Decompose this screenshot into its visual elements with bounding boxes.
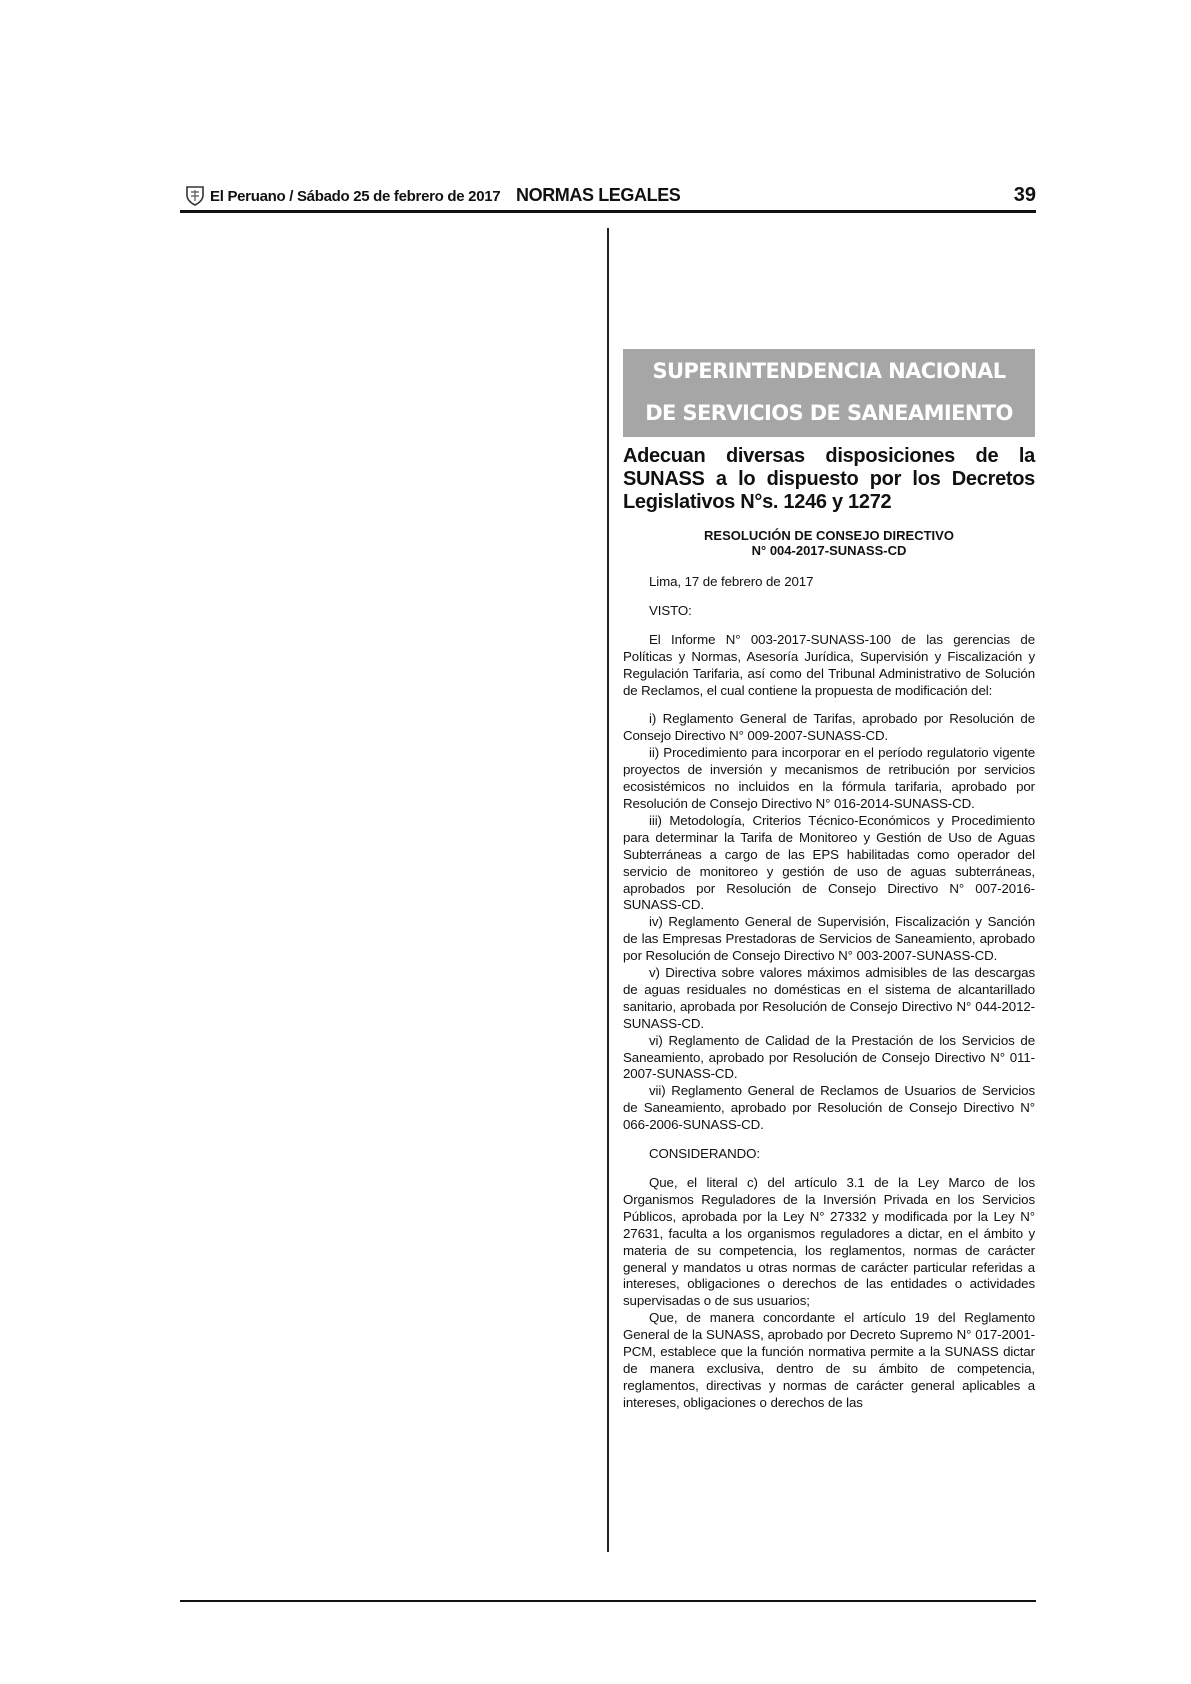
right-column (623, 349, 1035, 1412)
list-item: ii) Procedimiento para incorporar en el período regulatorio vigente proyectos de inversión y mecanismos de retribución por servicios ecosistémicos no incluidos en la fórmula tarifaria, aprobado por Resolución de Consejo Directivo N° 016-2014-SUNASS-CD. (623, 745, 1035, 811)
footer-rule (180, 1600, 1036, 1602)
resolution-line-1: RESOLUCIÓN DE CONSEJO DIRECTIVO (704, 528, 954, 543)
column-divider (607, 228, 609, 1552)
section-title: NORMAS LEGALES (516, 185, 681, 205)
list-item: iii) Metodología, Criterios Técnico-Económicos y Procedimiento para determinar la Tarifa de Monitoreo y Gestión de Uso de Aguas Subterráneas a cargo de las EPS habilitadas como operador del servicio de monitoreo y gestión de uso de aguas subterráneas, aprobados por Resolución de Consejo Directivo N° 007-2016-SUNASS-CD. (623, 812, 1035, 913)
considerando-paragraph: Que, el literal c) del artículo 3.1 de la Ley Marco de los Organismos Reguladores de la Inversión Privada en los Servicios Públicos, aprobada por la Ley N° 27332 y modificada por la Ley N° 27631, faculta a los organismos reguladores a dictar, en el ámbito y materia de su competencia, los reglamentos, normas de carácter general y mandatos u otras normas de carácter particular referidas a intereses, obligaciones o derechos de las entidades o actividades supervisadas o de sus usuarios; (623, 1175, 1035, 1309)
resolution-line-2: N° 004-2017-SUNASS-CD (751, 543, 907, 558)
visto-text: El Informe N° 003-2017-SUNASS-100 de las gerencias de Políticas y Normas, Asesoría Jurídica, Supervisión y Fiscalización y Regulación Tarifaria, así como del Tribunal Administrativo de Solución de Reclamos, el cual contiene la propuesta de modificación del: (623, 631, 1035, 698)
page-number: 39 (1013, 184, 1036, 206)
considerando-paragraph: Que, de manera concordante el artículo 19 del Reglamento General de la SUNASS, aprobado por Decreto Supremo N° 017-2001-PCM, establece que la función normativa permite a la SUNASS dictar de manera exclusiva, dentro de su ámbito de competencia, reglamentos, directivas y normas de carácter general aplicables a intereses, obligaciones o derechos de las (623, 1310, 1035, 1410)
newspaper-name-date: El Peruano / Sábado 25 de febrero de 2017 (210, 188, 501, 205)
resolution-heading (623, 528, 1035, 558)
article-title: Adecuan diversas disposiciones de la SUNASS a lo dispuesto por los Decretos Legislativos N°s. 1246 y 1272 (623, 445, 1035, 513)
list-item: i) Reglamento General de Tarifas, aprobado por Resolución de Consejo Directivo N° 009-2007-SUNASS-CD. (623, 711, 1035, 744)
shield-emblem-icon (184, 184, 206, 211)
list-item: vii) Reglamento General de Reclamos de Usuarios de Servicios de Saneamiento, aprobado por Resolución de Consejo Directivo N° 066-2006-SUNASS-CD. (623, 1083, 1035, 1133)
banner-line-1: SUPERINTENDENCIA NACIONAL (652, 359, 1006, 383)
date-line: Lima, 17 de febrero de 2017 (649, 574, 814, 589)
header-rule (180, 210, 1036, 213)
banner-line-2: DE SERVICIOS DE SANEAMIENTO (645, 401, 1013, 425)
agency-banner (623, 349, 1035, 437)
page-header (180, 182, 1036, 210)
article-body (623, 558, 1035, 1412)
considerando-label: CONSIDERANDO: (649, 1146, 760, 1162)
list-item: v) Directiva sobre valores máximos admisibles de las descargas de aguas residuales no domésticas en el sistema de alcantarillado sanitario, aprobada por Resolución de Consejo Directivo N° 044-2012-SUNASS-CD. (623, 965, 1035, 1031)
list-item: vi) Reglamento de Calidad de la Prestación de los Servicios de Saneamiento, aprobado por Resolución de Consejo Directivo N° 011-2007-SUNASS-CD. (623, 1032, 1035, 1082)
list-item: iv) Reglamento General de Supervisión, Fiscalización y Sanción de las Empresas Prestadoras de Servicios de Saneamiento, aprobado por Resolución de Consejo Directivo N° 003-2007-SUNASS-CD. (623, 914, 1035, 964)
visto-label: VISTO: (649, 602, 692, 618)
